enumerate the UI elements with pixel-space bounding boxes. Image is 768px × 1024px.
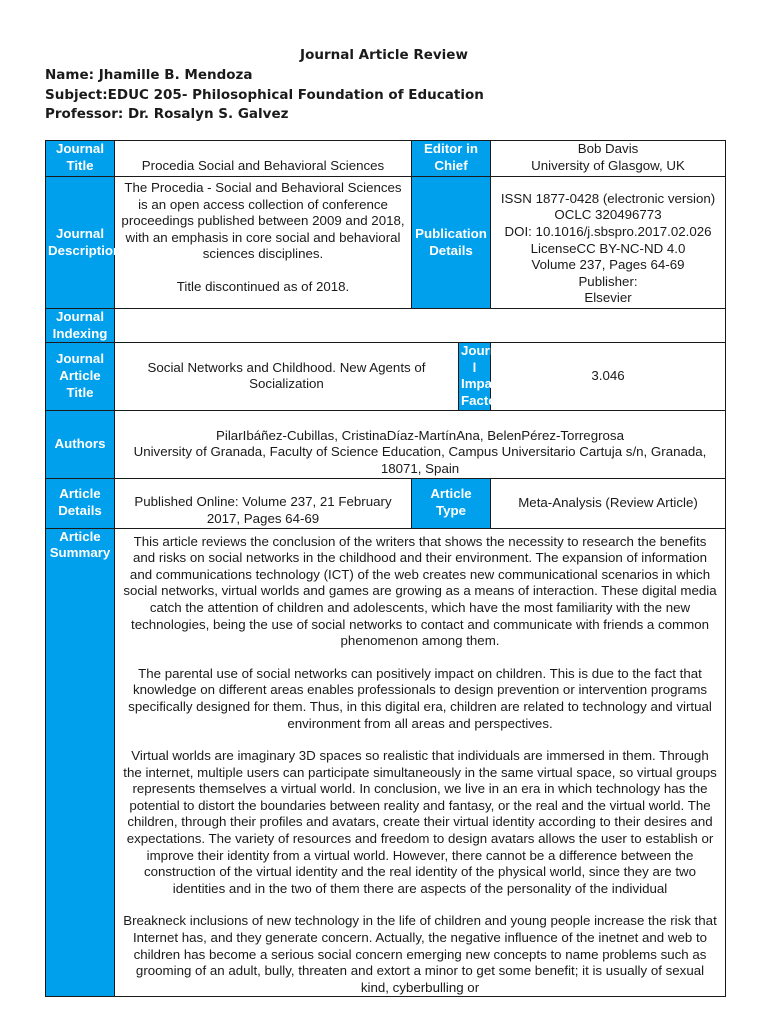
details-label: Article Details xyxy=(46,478,115,528)
issn-line: ISSN 1877-0428 (electronic version) xyxy=(500,190,716,206)
summary-cell xyxy=(115,528,726,997)
publication-label: Publication Details xyxy=(412,177,491,309)
impact-label-line-2: l xyxy=(472,359,477,375)
summary-paragraph-1: This article reviews the conclusion of the writers that shows the necessity to research the benefits and risks on social networks in the childhood and their environment. The expansion of information and communications technology (ICT) of the web creates new communicational scenarios in which social networks, virtual worlds and games are growing as a means of interaction. These digital media catch the attention of children and adolescents, which have the most familiarity with the new technologies, being the use of social networks to contact and communicate with friends a common phenomenon among them. xyxy=(123,533,717,649)
authors-affiliation: University of Granada, Faculty of Science Education, Campus Universitario Cartuja s/n, Granada, 18071, Spain xyxy=(133,444,707,476)
row-article-title xyxy=(46,343,726,410)
row-description xyxy=(46,177,726,309)
description-note: Title discontinued as of 2018. xyxy=(176,278,350,294)
publication-cell xyxy=(491,177,726,309)
impact-label-line-4: Factor xyxy=(461,392,502,408)
license-line: LicenseCC BY-NC-ND 4.0 xyxy=(530,240,686,256)
document-meta xyxy=(45,66,484,125)
article-title-value: Social Networks and Childhood. New Agents of Socialization xyxy=(115,343,459,410)
professor-line: Professor: Dr. Rosalyn S. Galvez xyxy=(45,106,289,122)
oclc-line: OCLC 320496773 xyxy=(554,207,662,223)
impact-label-line-1: Journa xyxy=(461,343,506,359)
row-details xyxy=(46,478,726,528)
row-summary xyxy=(46,528,726,997)
editor-label: Editor in Chief xyxy=(412,141,491,177)
description-text: The Procedia - Social and Behavioral Sciences is an open access collection of conference proceedings published between 2009 and 2018, with an emphasis in core social and behavioral sciences disciplines. xyxy=(121,180,405,262)
impact-factor-label xyxy=(459,343,506,410)
publisher-name-line: Elsevier xyxy=(584,290,632,306)
subject-line: Subject:EDUC 205- Philosophical Foundation of Education xyxy=(45,86,484,103)
document-title: Journal Article Review xyxy=(300,47,468,63)
description-label: Journal Description xyxy=(46,177,115,309)
summary-paragraph-3: Virtual worlds are imaginary 3D spaces so realistic that individuals are immersed in them. Through the internet, multiple users can participate simultaneously in the same virtual space, so virtual groups represents themselves a virtual world. In conclusion, we live in an era in which technology has the potential to distort the boundaries between reality and fantasy, or the real and the virtual world. The children, through their profiles and avatars, create their virtual identity according to their desires and expectations. The variety of resources and freedom to design avatars allows the user to establish or improve their identity from a virtual world. However, there cannot be a difference between the construction of the virtual identity and the real identity of the physical world, since they are two identities and in the two of them there are aspects of the personality of the individual xyxy=(123,748,717,896)
authors-cell xyxy=(115,410,726,478)
description-cell xyxy=(115,177,412,309)
impact-factor-value: 3.046 xyxy=(491,343,726,410)
row-journal-title xyxy=(46,141,726,177)
doi-line: DOI: 10.1016/j.sbspro.2017.02.026 xyxy=(504,224,712,240)
summary-paragraph-4: Breakneck inclusions of new technology in the life of children and young people increase the risk that Internet has, and they generate concern. Actually, the negative influence of the inetnet and web to children has become a serious social concern emerging new concepts to name problems such as grooming of an adult, bully, threaten and extort a minor to get some benefit; it is usually of sexual kind, cyberbulling or xyxy=(123,913,717,995)
summary-paragraph-2: The parental use of social networks can positively impact on children. This is due to the fact that knowledge on different areas enables professionals to design prevention or intervention programs specifically designed for them. Thus, in this digital era, children are related to technology and virtual environment from all areas and perspectives. xyxy=(128,665,712,731)
student-name: Name: Jhamille B. Mendoza xyxy=(45,67,253,83)
editor-affiliation: University of Glasgow, UK xyxy=(531,157,685,173)
details-value: Published Online: Volume 237, 21 February 2017, Pages 64-69 xyxy=(115,478,412,528)
publisher-label-line: Publisher: xyxy=(578,273,638,289)
type-value: Meta-Analysis (Review Article) xyxy=(491,478,726,528)
row-authors xyxy=(46,410,726,478)
article-title-label: Journal Article Title xyxy=(46,343,115,410)
impact-label-line-3: Impact xyxy=(461,376,504,392)
editor-name: Bob Davis xyxy=(577,141,639,156)
summary-label: Article Summary xyxy=(46,528,115,997)
volume-line: Volume 237, Pages 64-69 xyxy=(531,257,685,273)
authors-names: PilarIbáñez-Cubillas, CristinaDíaz-MartínAna, BelenPérez-Torregrosa xyxy=(216,427,624,443)
journal-title-value: Procedia Social and Behavioral Sciences xyxy=(115,141,412,177)
authors-label: Authors xyxy=(46,410,115,478)
journal-title-label: Journal Title xyxy=(46,141,115,177)
review-table xyxy=(45,140,726,997)
indexing-value xyxy=(115,309,726,343)
indexing-label: Journal Indexing xyxy=(46,309,115,343)
row-indexing xyxy=(46,309,726,343)
editor-cell xyxy=(491,141,726,177)
type-label: Article Type xyxy=(412,478,491,528)
